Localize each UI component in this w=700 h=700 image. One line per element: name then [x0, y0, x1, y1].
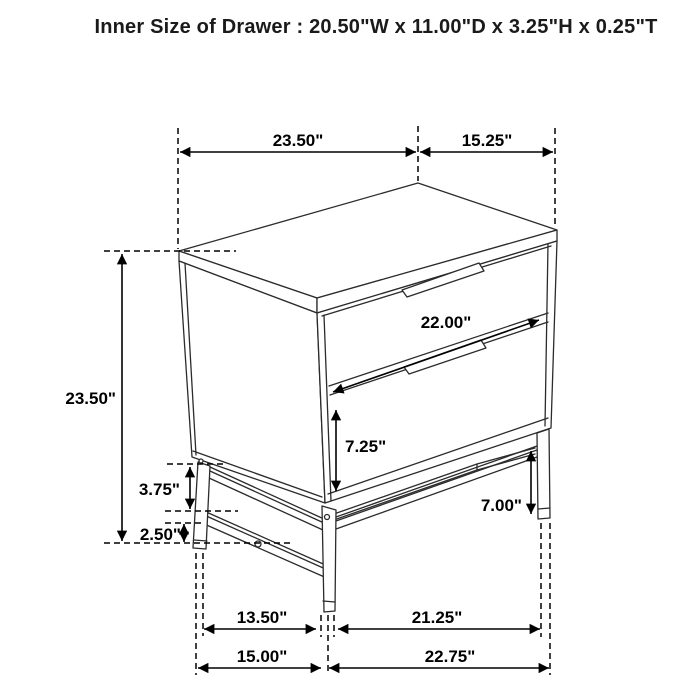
left-lower-rail: [202, 511, 330, 579]
dim-top-width-label: 23.50": [272, 131, 324, 150]
dim-drawer-height-label: 7.25": [345, 437, 387, 456]
nightstand-drawing: [179, 183, 557, 612]
dim-inner-left-label: 13.50": [236, 608, 288, 627]
dim-outer-right-label: 22.75": [424, 647, 476, 666]
dim-inner-right-label: 21.25": [411, 608, 463, 627]
diagram-title: Inner Size of Drawer : 20.50"W x 11.00"D x 3.25"H x 0.25"T: [94, 16, 658, 38]
dim-left-lower-gap-label: 2.50": [139, 525, 181, 544]
right-leg: [537, 429, 550, 519]
front-center-leg: [322, 506, 336, 612]
dim-outer-left-label: 15.00": [236, 647, 288, 666]
rail-bolt-hole: [255, 541, 261, 547]
dim-left-upper-gap-label: 3.75": [138, 480, 180, 499]
front-left-leg: [193, 459, 210, 549]
dim-top-depth-label: 15.25": [461, 131, 513, 150]
leg-bolt: [199, 459, 203, 463]
dim-overall-height-label: 23.50": [65, 389, 116, 408]
leg-bolt: [325, 515, 330, 520]
dim-right-leg-label: 7.00": [480, 496, 522, 515]
dim-drawer-width-label: 22.00": [420, 313, 472, 332]
